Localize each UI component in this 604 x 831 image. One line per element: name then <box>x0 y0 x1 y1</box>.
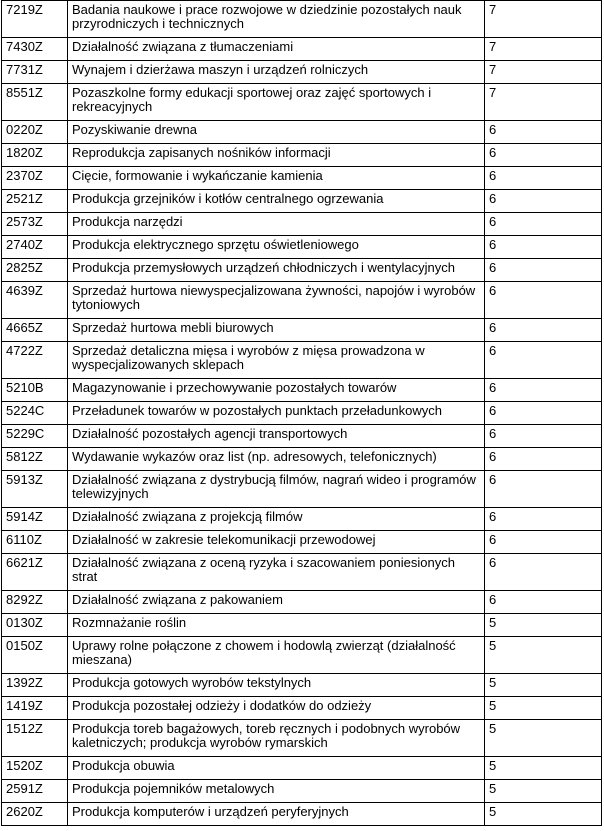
pkd-table <box>1 0 602 826</box>
count-cell: 6 <box>485 319 602 342</box>
table-row <box>2 637 602 674</box>
table-row <box>2 379 602 402</box>
code-cell: 1512Z <box>2 720 68 757</box>
count-cell: 5 <box>485 637 602 674</box>
count-cell: 6 <box>485 342 602 379</box>
code-cell: 6621Z <box>2 554 68 591</box>
description-cell: Reprodukcja zapisanych nośników informacji <box>68 144 485 167</box>
table-row <box>2 213 602 236</box>
code-cell: 1520Z <box>2 757 68 780</box>
code-cell: 0220Z <box>2 121 68 144</box>
description-cell: Działalność związana z projekcją filmów <box>68 508 485 531</box>
pkd-table-body <box>2 1 602 826</box>
description-cell: Produkcja komputerów i urządzeń peryferyjnych <box>68 803 485 826</box>
table-row <box>2 121 602 144</box>
table-row <box>2 259 602 282</box>
description-cell: Działalność związana z dystrybucją filmów, nagrań wideo i programów telewizyjnych <box>68 471 485 508</box>
count-cell: 5 <box>485 757 602 780</box>
description-cell: Działalność w zakresie telekomunikacji przewodowej <box>68 531 485 554</box>
count-cell: 7 <box>485 61 602 84</box>
description-cell: Badania naukowe i prace rozwojowe w dziedzinie pozostałych nauk przyrodniczych i technicznych <box>68 1 485 38</box>
description-cell: Produkcja pozostałej odzieży i dodatków do odzieży <box>68 697 485 720</box>
description-cell: Produkcja elektrycznego sprzętu oświetleniowego <box>68 236 485 259</box>
table-row <box>2 38 602 61</box>
description-cell: Pozyskiwanie drewna <box>68 121 485 144</box>
count-cell: 5 <box>485 614 602 637</box>
description-cell: Rozmnażanie roślin <box>68 614 485 637</box>
count-cell: 6 <box>485 425 602 448</box>
code-cell: 2740Z <box>2 236 68 259</box>
count-cell: 6 <box>485 282 602 319</box>
code-cell: 2573Z <box>2 213 68 236</box>
description-cell: Działalność pozostałych agencji transportowych <box>68 425 485 448</box>
code-cell: 5913Z <box>2 471 68 508</box>
description-cell: Produkcja gotowych wyrobów tekstylnych <box>68 674 485 697</box>
count-cell: 6 <box>485 213 602 236</box>
table-row <box>2 471 602 508</box>
count-cell: 6 <box>485 259 602 282</box>
code-cell: 5229C <box>2 425 68 448</box>
code-cell: 2591Z <box>2 780 68 803</box>
description-cell: Uprawy rolne połączone z chowem i hodowlą zwierząt (działalność mieszana) <box>68 637 485 674</box>
description-cell: Produkcja grzejników i kotłów centralnego ogrzewania <box>68 190 485 213</box>
table-row <box>2 144 602 167</box>
count-cell: 6 <box>485 508 602 531</box>
count-cell: 5 <box>485 780 602 803</box>
table-row <box>2 282 602 319</box>
table-row <box>2 319 602 342</box>
table-row <box>2 697 602 720</box>
count-cell: 6 <box>485 121 602 144</box>
table-row <box>2 1 602 38</box>
table-row <box>2 342 602 379</box>
code-cell: 2620Z <box>2 803 68 826</box>
table-row <box>2 167 602 190</box>
code-cell: 5914Z <box>2 508 68 531</box>
description-cell: Cięcie, formowanie i wykańczanie kamienia <box>68 167 485 190</box>
count-cell: 6 <box>485 402 602 425</box>
code-cell: 4722Z <box>2 342 68 379</box>
count-cell: 6 <box>485 591 602 614</box>
count-cell: 5 <box>485 697 602 720</box>
code-cell: 2370Z <box>2 167 68 190</box>
count-cell: 5 <box>485 674 602 697</box>
code-cell: 5210B <box>2 379 68 402</box>
description-cell: Sprzedaż hurtowa mebli biurowych <box>68 319 485 342</box>
description-cell: Produkcja narzędzi <box>68 213 485 236</box>
count-cell: 6 <box>485 554 602 591</box>
description-cell: Produkcja obuwia <box>68 757 485 780</box>
count-cell: 5 <box>485 803 602 826</box>
description-cell: Wynajem i dzierżawa maszyn i urządzeń rolniczych <box>68 61 485 84</box>
code-cell: 1419Z <box>2 697 68 720</box>
code-cell: 5224C <box>2 402 68 425</box>
code-cell: 2521Z <box>2 190 68 213</box>
description-cell: Sprzedaż detaliczna mięsa i wyrobów z mięsa prowadzona w wyspecjalizowanych sklepach <box>68 342 485 379</box>
table-row <box>2 508 602 531</box>
code-cell: 1820Z <box>2 144 68 167</box>
code-cell: 4639Z <box>2 282 68 319</box>
description-cell: Działalność związana z tłumaczeniami <box>68 38 485 61</box>
table-row <box>2 236 602 259</box>
code-cell: 2825Z <box>2 259 68 282</box>
code-cell: 7430Z <box>2 38 68 61</box>
description-cell: Pozaszkolne formy edukacji sportowej oraz zajęć sportowych i rekreacyjnych <box>68 84 485 121</box>
description-cell: Sprzedaż hurtowa niewyspecjalizowana żywności, napojów i wyrobów tytoniowych <box>68 282 485 319</box>
description-cell: Działalność związana z pakowaniem <box>68 591 485 614</box>
code-cell: 6110Z <box>2 531 68 554</box>
code-cell: 4665Z <box>2 319 68 342</box>
description-cell: Działalność związana z oceną ryzyka i szacowaniem poniesionych strat <box>68 554 485 591</box>
description-cell: Produkcja przemysłowych urządzeń chłodniczych i wentylacyjnych <box>68 259 485 282</box>
count-cell: 6 <box>485 167 602 190</box>
table-row <box>2 448 602 471</box>
count-cell: 6 <box>485 531 602 554</box>
count-cell: 6 <box>485 190 602 213</box>
code-cell: 7219Z <box>2 1 68 38</box>
code-cell: 8551Z <box>2 84 68 121</box>
table-row <box>2 780 602 803</box>
count-cell: 6 <box>485 448 602 471</box>
description-cell: Magazynowanie i przechowywanie pozostałych towarów <box>68 379 485 402</box>
code-cell: 7731Z <box>2 61 68 84</box>
count-cell: 5 <box>485 720 602 757</box>
count-cell: 6 <box>485 236 602 259</box>
table-row <box>2 402 602 425</box>
table-row <box>2 614 602 637</box>
table-row <box>2 61 602 84</box>
table-row <box>2 674 602 697</box>
count-cell: 6 <box>485 144 602 167</box>
table-row <box>2 591 602 614</box>
count-cell: 6 <box>485 379 602 402</box>
description-cell: Wydawanie wykazów oraz list (np. adresowych, telefonicznych) <box>68 448 485 471</box>
table-row <box>2 803 602 826</box>
table-row <box>2 531 602 554</box>
count-cell: 7 <box>485 38 602 61</box>
table-row <box>2 84 602 121</box>
code-cell: 0130Z <box>2 614 68 637</box>
table-row <box>2 720 602 757</box>
code-cell: 1392Z <box>2 674 68 697</box>
table-row <box>2 425 602 448</box>
code-cell: 8292Z <box>2 591 68 614</box>
count-cell: 7 <box>485 84 602 121</box>
code-cell: 0150Z <box>2 637 68 674</box>
code-cell: 5812Z <box>2 448 68 471</box>
description-cell: Przeładunek towarów w pozostałych punktach przeładunkowych <box>68 402 485 425</box>
table-row <box>2 190 602 213</box>
description-cell: Produkcja pojemników metalowych <box>68 780 485 803</box>
count-cell: 7 <box>485 1 602 38</box>
count-cell: 6 <box>485 471 602 508</box>
table-row <box>2 554 602 591</box>
table-row <box>2 757 602 780</box>
description-cell: Produkcja toreb bagażowych, toreb ręcznych i podobnych wyrobów kaletniczych; produkcja wyrobów rymarskich <box>68 720 485 757</box>
